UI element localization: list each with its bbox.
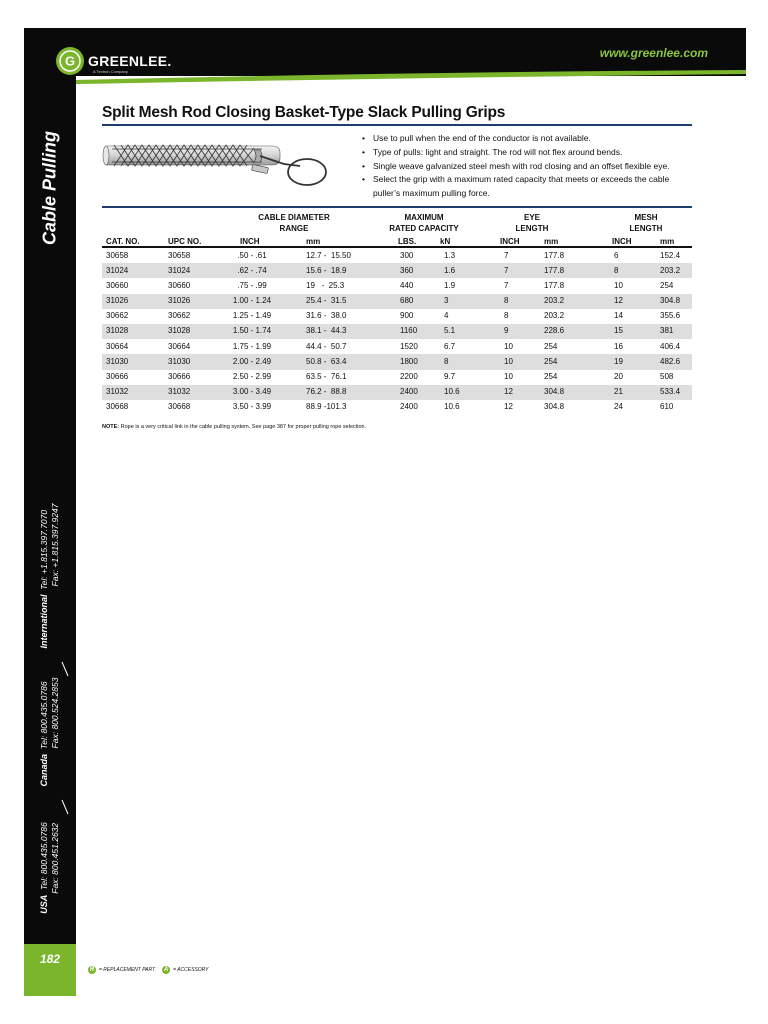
table-cell: 10.6 bbox=[444, 387, 460, 397]
col-header-eye-mm: mm bbox=[544, 237, 559, 246]
table-body bbox=[102, 248, 692, 415]
table-cell: 355.6 bbox=[660, 311, 681, 321]
website-link[interactable]: www.greenlee.com bbox=[599, 46, 708, 60]
table-cell: 30666 bbox=[168, 372, 191, 381]
legend bbox=[88, 966, 208, 974]
table-cell: 360 bbox=[400, 265, 414, 275]
accessory-label: = ACCESSORY bbox=[173, 967, 209, 973]
table-cell: 304.8 bbox=[544, 402, 565, 412]
table-cell: 610 bbox=[660, 402, 674, 412]
table-cell: 203.2 bbox=[544, 296, 565, 306]
table-cell: 1.6 bbox=[444, 265, 456, 275]
table-cell: 300 bbox=[400, 250, 414, 260]
table-cell: 440 bbox=[400, 280, 414, 290]
group-header-line: MAXIMUM bbox=[404, 213, 444, 222]
table-top-rule bbox=[102, 206, 692, 208]
table-row bbox=[102, 385, 692, 400]
table-cell: 8 bbox=[504, 296, 509, 306]
col-header-diameter-mm: mm bbox=[306, 237, 321, 246]
table-cell: 31030 bbox=[168, 356, 191, 366]
page-number: 182 bbox=[39, 952, 61, 966]
divider-1 bbox=[62, 662, 68, 676]
table-cell: 30666 bbox=[106, 372, 129, 381]
table-cell: 30662 bbox=[168, 311, 191, 321]
feature-item: • Single weave galvanized steel mesh with rod closing and an offset flexible eye. bbox=[360, 160, 695, 174]
table-cell: 12.7 - 15.50 bbox=[306, 250, 351, 260]
contact-fax: Fax: 800.524.2853 bbox=[50, 677, 60, 749]
table-cell: .75 - .99 bbox=[237, 280, 267, 290]
table-cell: 30664 bbox=[168, 341, 191, 351]
group-header-line: EYE bbox=[523, 213, 540, 222]
col-header-lbs: LBS. bbox=[398, 237, 417, 246]
group-header-line: RATED CAPACITY bbox=[389, 224, 459, 233]
table-cell: 1.25 - 1.49 bbox=[232, 311, 272, 321]
contact-region: USA bbox=[39, 894, 49, 914]
table-cell: 7 bbox=[504, 265, 509, 275]
group-header-cable-diameter bbox=[246, 212, 342, 234]
table-cell: 203.2 bbox=[660, 265, 681, 275]
table-cell: 30658 bbox=[168, 250, 191, 260]
table-cell: 31032 bbox=[106, 387, 129, 397]
table-cell: 304.8 bbox=[544, 387, 565, 397]
table-cell: 12 bbox=[504, 402, 513, 412]
feature-item: • Use to pull when the end of the conductor is not available. bbox=[360, 132, 695, 146]
table-cell: 6 bbox=[614, 250, 619, 260]
note-text: Rope is a very critical link in the cable pulling system. See page 387 for proper pulling rope selection. bbox=[119, 424, 367, 430]
table-cell: .50 - .61 bbox=[237, 250, 267, 260]
spec-table bbox=[102, 210, 692, 415]
table-cell: 381 bbox=[660, 326, 674, 336]
table-cell: 177.8 bbox=[544, 250, 565, 260]
table-cell: 30664 bbox=[106, 341, 129, 351]
table-cell: 254 bbox=[660, 280, 674, 290]
table-cell: 228.6 bbox=[544, 326, 565, 336]
table-row bbox=[102, 339, 692, 354]
table-cell: 3 bbox=[444, 296, 449, 306]
table-cell: 2400 bbox=[400, 387, 418, 397]
logo-mark-icon bbox=[56, 47, 84, 75]
table-cell: 10.6 bbox=[444, 402, 460, 412]
col-header-mesh-inch: INCH bbox=[612, 237, 632, 246]
table-cell: 254 bbox=[544, 372, 558, 381]
table-cell: .62 - .74 bbox=[237, 265, 267, 275]
table-cell: 44.4 - 50.7 bbox=[306, 341, 347, 351]
table-cell: 152.4 bbox=[660, 250, 681, 260]
table-cell: 900 bbox=[400, 311, 414, 321]
table-cell: 24 bbox=[614, 402, 623, 412]
table-row bbox=[102, 248, 692, 263]
table-cell: 31032 bbox=[168, 387, 191, 397]
feature-item: • Type of pulls: light and straight. The rod will not flex around bends. bbox=[360, 146, 695, 160]
col-header-mesh-mm: mm bbox=[660, 237, 675, 246]
group-header-max-capacity bbox=[374, 212, 474, 234]
col-header-kn: kN bbox=[440, 237, 451, 246]
table-cell: 50.8 - 63.4 bbox=[306, 356, 347, 366]
table-cell: 7 bbox=[504, 250, 509, 260]
table-cell: 30668 bbox=[168, 402, 191, 412]
table-cell: 12 bbox=[614, 296, 623, 306]
accessory-icon: A bbox=[163, 967, 169, 973]
table-cell: 508 bbox=[660, 372, 674, 381]
table-row bbox=[102, 309, 692, 324]
table-cell: 88.9 -101.3 bbox=[306, 402, 347, 412]
table-cell: 31.6 - 38.0 bbox=[306, 311, 347, 321]
table-row bbox=[102, 294, 692, 309]
pulling-grip-illustration bbox=[102, 136, 332, 194]
table-cell: 1.50 - 1.74 bbox=[232, 326, 272, 336]
table-cell: 10 bbox=[504, 341, 513, 351]
replacement-part-icon: R bbox=[89, 967, 95, 973]
table-cell: 10 bbox=[504, 372, 513, 381]
contact-fax: Fax: 800.451.2632 bbox=[50, 822, 60, 894]
table-cell: 31028 bbox=[106, 326, 129, 336]
contact-tel: Tel: +1.815.397.7070 bbox=[39, 509, 49, 590]
table-cell: 31028 bbox=[168, 326, 191, 336]
contact-tel: Tel: 800.435.0786 bbox=[39, 681, 49, 750]
table-cell: 30660 bbox=[168, 280, 191, 290]
title-rule bbox=[102, 124, 692, 126]
group-header-line: CABLE DIAMETER bbox=[258, 213, 330, 222]
table-cell: 1.75 - 1.99 bbox=[232, 341, 272, 351]
table-cell: 177.8 bbox=[544, 265, 565, 275]
table-cell: 7 bbox=[504, 280, 509, 290]
table-cell: 1160 bbox=[400, 326, 418, 336]
table-cell: 1.3 bbox=[444, 250, 456, 260]
table-cell: 21 bbox=[614, 387, 623, 397]
table-cell: 680 bbox=[400, 296, 414, 306]
logo-letter: G bbox=[64, 53, 76, 69]
table-cell: 533.4 bbox=[660, 387, 681, 397]
table-cell: 12 bbox=[504, 387, 513, 397]
brand-subtitle: A Textron Company bbox=[93, 69, 128, 74]
table-cell: 38.1 - 44.3 bbox=[306, 326, 347, 336]
table-cell: 482.6 bbox=[660, 356, 681, 366]
greenlee-logo[interactable] bbox=[56, 47, 172, 75]
divider-2 bbox=[62, 800, 68, 814]
table-cell: 2400 bbox=[400, 402, 418, 412]
group-header-mesh-length bbox=[616, 212, 676, 234]
contact-region: International bbox=[39, 594, 49, 649]
table-cell: 30658 bbox=[106, 250, 129, 260]
table-cell: 4 bbox=[444, 311, 449, 321]
col-header-cat-no: CAT. NO. bbox=[106, 237, 140, 246]
table-cell: 3.00 - 3.49 bbox=[232, 387, 272, 397]
table-cell: 203.2 bbox=[544, 311, 565, 321]
table-cell: 2.00 - 2.49 bbox=[232, 356, 272, 366]
page-title: Split Mesh Rod Closing Basket-Type Slack Pulling Grips bbox=[102, 104, 506, 121]
table-cell: 30660 bbox=[106, 280, 129, 290]
table-row bbox=[102, 354, 692, 369]
green-swoosh bbox=[76, 70, 746, 84]
table-cell: 30662 bbox=[106, 311, 129, 321]
contact-fax: Fax: +1.815.397.9247 bbox=[50, 503, 60, 587]
rope-note bbox=[102, 424, 366, 430]
table-cell: 8 bbox=[504, 311, 509, 321]
table-cell: 10 bbox=[504, 356, 513, 366]
table-cell: 1.00 - 1.24 bbox=[232, 296, 272, 306]
col-header-diameter-inch: INCH bbox=[240, 237, 260, 246]
table-cell: 31026 bbox=[106, 296, 129, 306]
col-header-eye-inch: INCH bbox=[500, 237, 520, 246]
table-cell: 254 bbox=[544, 356, 558, 366]
table-cell: 16 bbox=[614, 341, 623, 351]
brand-name: GREENLEE. bbox=[88, 53, 172, 69]
table-cell: 30668 bbox=[106, 402, 129, 412]
g-glyph bbox=[59, 50, 81, 72]
table-cell: 76.2 - 88.8 bbox=[306, 387, 347, 397]
replacement-part-label: = REPLACEMENT PART bbox=[99, 967, 156, 973]
table-cell: 1800 bbox=[400, 356, 418, 366]
group-header-eye-length bbox=[502, 212, 562, 234]
table-cell: 19 - 25.3 bbox=[306, 280, 345, 290]
table-cell: 1520 bbox=[400, 341, 418, 351]
group-header-line: RANGE bbox=[279, 224, 309, 233]
table-row bbox=[102, 370, 692, 385]
table-cell: 254 bbox=[544, 341, 558, 351]
contact-international bbox=[39, 504, 61, 649]
table-cell: 31024 bbox=[168, 265, 191, 275]
table-cell: 15 bbox=[614, 326, 623, 336]
col-header-upc-no: UPC NO. bbox=[168, 237, 202, 246]
contact-tel: Tel: 800.435.0786 bbox=[39, 822, 49, 890]
table-cell: 9.7 bbox=[444, 372, 456, 381]
table-cell: 8 bbox=[614, 265, 619, 275]
table-cell: 63.5 - 76.1 bbox=[306, 372, 347, 381]
table-cell: 10 bbox=[614, 280, 623, 290]
table-cell: 15.6 - 18.9 bbox=[306, 265, 347, 275]
table-cell: 14 bbox=[614, 311, 623, 321]
group-header-line: LENGTH bbox=[629, 224, 663, 233]
table-cell: 3.50 - 3.99 bbox=[232, 402, 272, 412]
table-cell: 20 bbox=[614, 372, 623, 381]
feature-item: • Select the grip with a maximum rated capacity that meets or exceeds the cable puller’s maximum pulling force. bbox=[360, 173, 695, 201]
feature-list bbox=[360, 132, 695, 201]
table-cell: 9 bbox=[504, 326, 509, 336]
contact-region: Canada bbox=[39, 753, 49, 787]
table-row bbox=[102, 324, 692, 339]
sidebar-dividers bbox=[24, 650, 76, 960]
table-cell: 31026 bbox=[168, 296, 191, 306]
table-cell: 2200 bbox=[400, 372, 418, 381]
group-header-line: MESH bbox=[634, 213, 658, 222]
section-title: Cable Pulling bbox=[39, 130, 60, 246]
table-cell: 8 bbox=[444, 356, 449, 366]
table-header bbox=[102, 210, 692, 248]
table-cell: 406.4 bbox=[660, 341, 681, 351]
table-cell: 6.7 bbox=[444, 341, 456, 351]
table-cell: 2.50 - 2.99 bbox=[232, 372, 272, 381]
table-cell: 31024 bbox=[106, 265, 129, 275]
table-cell: 1.9 bbox=[444, 280, 456, 290]
table-cell: 304.8 bbox=[660, 296, 681, 306]
group-header-line: LENGTH bbox=[515, 224, 549, 233]
table-cell: 31030 bbox=[106, 356, 129, 366]
note-label: NOTE: bbox=[102, 424, 120, 430]
table-row bbox=[102, 278, 692, 293]
table-cell: 25.4 - 31.5 bbox=[306, 296, 347, 306]
table-cell: 5.1 bbox=[444, 326, 456, 336]
table-cell: 19 bbox=[614, 356, 623, 366]
table-cell: 177.8 bbox=[544, 280, 565, 290]
table-row bbox=[102, 263, 692, 278]
table-row bbox=[102, 400, 692, 415]
